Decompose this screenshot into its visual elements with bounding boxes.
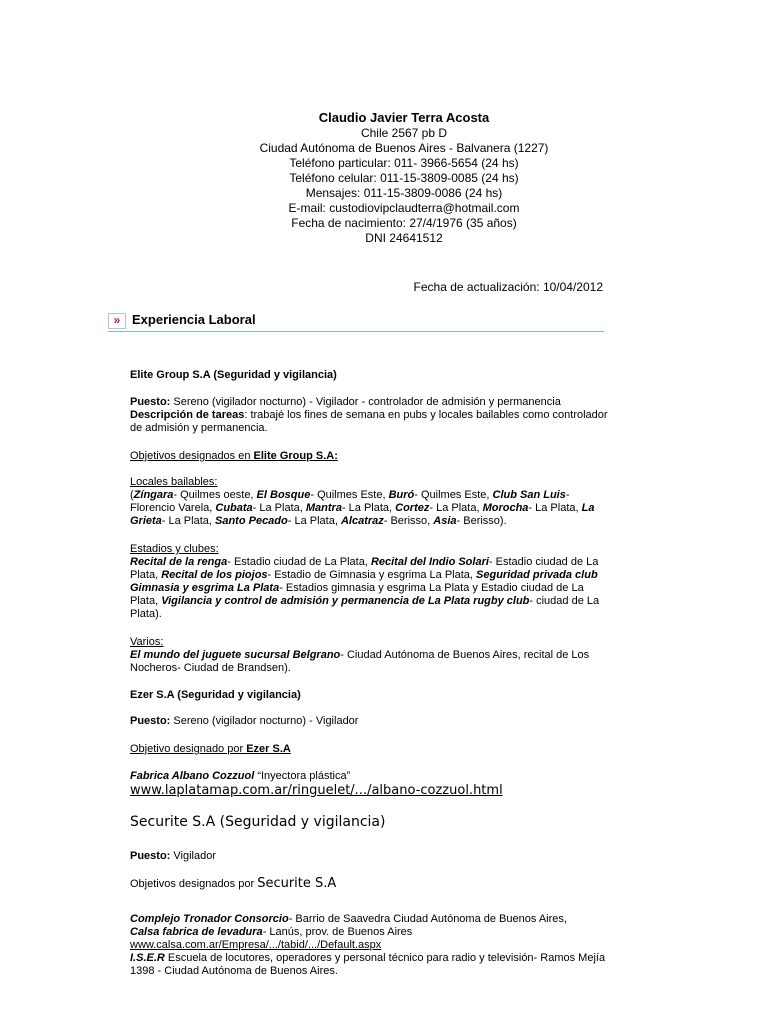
puesto-value: Sereno (vigilador nocturno) - Vigilador - controlador de admisión y permanencia — [170, 396, 561, 408]
email: E-mail: custodiovipclaudterra@hotmail.com — [288, 201, 520, 215]
named-place: Recital de la renga — [130, 556, 228, 568]
named-place: Mantra — [305, 502, 342, 514]
named-place: Seguridad privada club Gimnasia y esgrima La Plata — [130, 569, 598, 594]
ezer-objective-heading — [130, 743, 608, 756]
elite-company-title: Elite Group S.A (Seguridad y vigilancia) — [130, 369, 337, 381]
run-text: - Berisso). — [456, 515, 507, 527]
address-line: Chile 2567 pb D — [360, 126, 448, 140]
named-place: El mundo del juguete sucursal Belgrano — [130, 649, 341, 661]
estadios-heading: Estadios y clubes: — [130, 543, 219, 555]
update-date: Fecha de actualización: 10/04/2012 — [413, 280, 603, 294]
obj-prefix: Objetivos designados en — [130, 450, 254, 462]
named-place: Alcatraz — [340, 515, 384, 527]
named-place: Club San Luis — [492, 489, 566, 501]
named-place: Complejo Tronador Consorcio — [130, 913, 289, 925]
candidate-name: Claudio Javier Terra Acosta — [318, 110, 490, 125]
named-place: Santo Pecado — [215, 515, 288, 527]
securite-items — [130, 913, 608, 978]
desc-value: : trabajé los fines de semana en pubs y locales bailables como controlador de admisión y permanencia. — [130, 409, 608, 434]
run-text: Escuela de locutores, operadores y personal técnico para radio y televisión- Ramos Mejía 1398 - Ciudad Autónoma de Buenos Aires. — [130, 952, 606, 977]
fabrica-desc: “Inyectora plástica” — [254, 770, 351, 782]
double-chevron-right-icon: » — [108, 313, 126, 329]
obj-prefix: Objetivo designado por — [130, 743, 247, 755]
ezer-link[interactable]: www.laplatamap.com.ar/ringuelet/.../albano-cozzuol.html — [130, 783, 503, 798]
city-line: Ciudad Autónoma de Buenos Aires - Balvanera (1227) — [259, 141, 549, 155]
run-text: - Florencio Varela, — [130, 489, 570, 514]
elite-position — [130, 396, 608, 435]
named-place: Cortez — [395, 502, 430, 514]
securite-company-title: Securite S.A (Seguridad y vigilancia) — [130, 814, 386, 830]
puesto-label: Puesto: — [130, 850, 171, 862]
securite-position — [130, 850, 608, 863]
reference-link[interactable]: www.calsa.com.ar/Empresa/.../tabid/.../Default.aspx — [130, 939, 382, 951]
run-text: - Quilmes Este, — [414, 489, 493, 501]
puesto-label: Puesto: — [130, 396, 171, 408]
varios-list — [130, 649, 589, 674]
varios-block — [130, 636, 608, 675]
run-text: - Berisso, — [383, 515, 434, 527]
run-text: - Estadio de Gimnasia y esgrima La Plata, — [267, 569, 477, 581]
obj-company: Securite S.A — [257, 876, 337, 891]
section-divider — [108, 331, 604, 332]
obj-company: Ezer S.A — [246, 743, 291, 755]
run-text: - Lanús, prov. de Buenos Aires — [262, 926, 413, 938]
locales-list — [130, 489, 594, 527]
run-text: - ciudad de La Plata). — [130, 595, 600, 620]
run-text: - Estadio ciudad de La Plata, — [227, 556, 371, 568]
named-place: Buró — [388, 489, 415, 501]
run-text: ( — [130, 489, 134, 501]
ezer-position — [130, 715, 608, 728]
run-text: - Ciudad Autónoma de Buenos Aires, recital de Los Nocheros- Ciudad de Brandsen). — [130, 649, 590, 674]
run-text: - La Plata, — [161, 515, 215, 527]
run-text: - Quilmes Este, — [310, 489, 389, 501]
run-text: - Estadios gimnasia y esgrima La Plata y Estadio ciudad de La Plata, — [130, 582, 584, 607]
puesto-label: Puesto: — [130, 715, 171, 727]
named-place: La Grieta — [130, 502, 595, 527]
locales-block — [130, 476, 608, 528]
run-text: - La Plata, — [528, 502, 582, 514]
named-place: Asia — [433, 515, 457, 527]
named-place: El Bosque — [256, 489, 311, 501]
named-place: Zíngara — [133, 489, 174, 501]
birth-date: Fecha de nacimiento: 27/4/1976 (35 años) — [291, 216, 517, 230]
home-phone: Teléfono particular: 011- 3966-5654 (24 hs) — [289, 156, 519, 170]
fabrica-name: Fabrica Albano Cozzuol — [130, 770, 255, 782]
cell-phone: Teléfono celular: 011-15-3809-0085 (24 hs) — [289, 171, 519, 185]
elite-objectives-heading — [130, 450, 608, 463]
run-text: - Barrio de Saavedra Ciudad Autónoma de Buenos Aires, — [288, 913, 567, 925]
named-place: Calsa fabrica de levadura — [130, 926, 263, 938]
section-title: Experiencia Laboral — [132, 312, 256, 327]
named-place: Morocha — [482, 502, 529, 514]
varios-heading: Varios: — [130, 636, 164, 648]
locales-heading: Locales bailables: — [130, 476, 218, 488]
named-place: Vigilancia y control de admisión y permanencia de La Plata rugby club — [161, 595, 530, 607]
securite-list — [130, 913, 605, 977]
run-text: - La Plata, — [341, 502, 396, 514]
named-place: Cubata — [215, 502, 253, 514]
run-text: - Quilmes oeste, — [173, 489, 257, 501]
named-place: Recital del Indio Solari — [370, 556, 489, 568]
ezer-company-title: Ezer S.A (Seguridad y vigilancia) — [130, 689, 301, 701]
run-text: - Estadio ciudad de La Plata, — [130, 556, 599, 581]
run-text: - La Plata, — [287, 515, 341, 527]
puesto-value: Vigilador — [170, 850, 217, 862]
obj-prefix: Objetivos designados por — [130, 878, 258, 890]
estadios-block — [130, 543, 608, 621]
dni: DNI 24641512 — [365, 231, 443, 245]
run-text: - La Plata, — [252, 502, 306, 514]
puesto-value: Sereno (vigilador nocturno) - Vigilador — [170, 715, 359, 727]
obj-company: Elite Group S.A: — [253, 450, 338, 462]
desc-label: Descripción de tareas — [130, 409, 245, 421]
messages-phone: Mensajes: 011-15-3809-0086 (24 hs) — [305, 186, 503, 200]
run-text: - La Plata, — [429, 502, 483, 514]
ezer-fabrica — [130, 770, 608, 783]
securite-objectives-heading — [130, 877, 608, 891]
named-place: I.S.E.R — [130, 952, 165, 964]
named-place: Recital de los piojos — [161, 569, 268, 581]
estadios-list — [130, 556, 599, 620]
